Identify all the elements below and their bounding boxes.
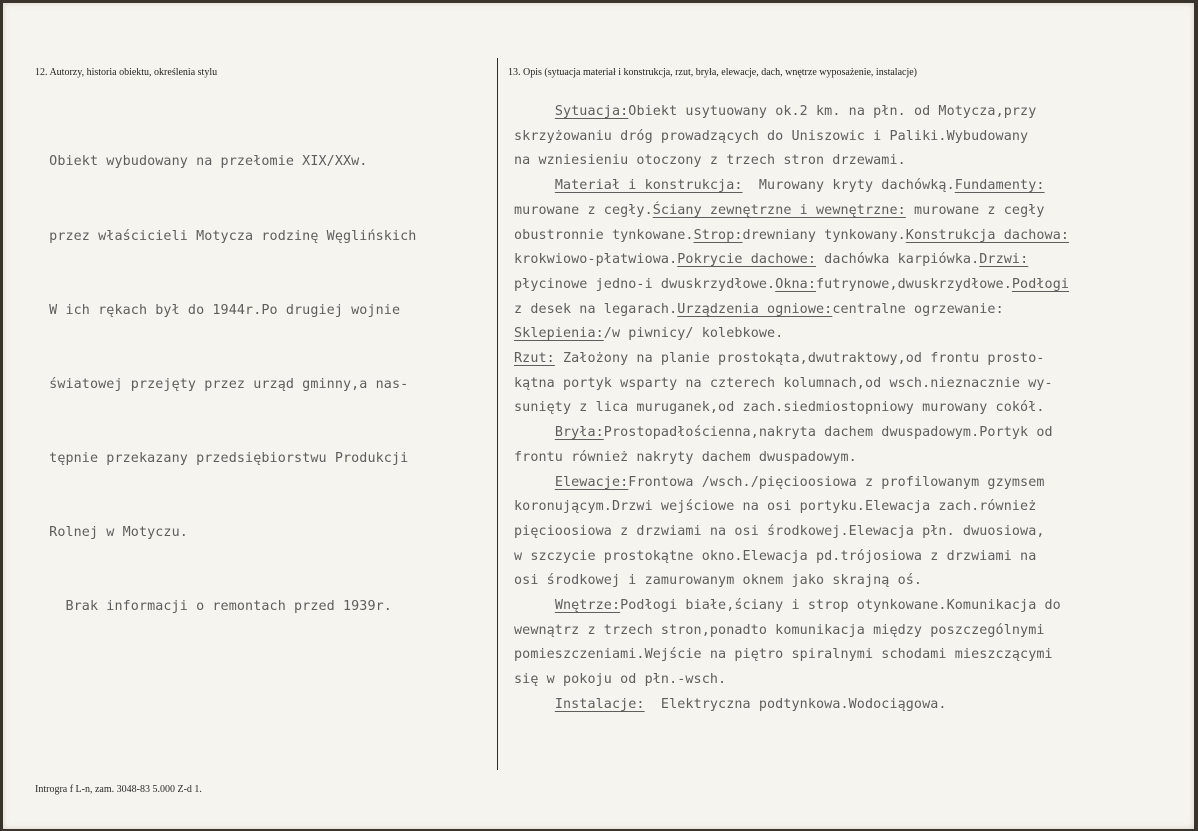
underlined-heading: Podłogi (1011, 276, 1070, 292)
text-segment: Obiekt usytuowany ok.2 km. na płn. od Motycza,przy (628, 104, 1037, 119)
text-line: światowej przejęty przez urząd gminny,a nas- (41, 376, 409, 392)
text-line (514, 619, 1069, 644)
underlined-heading: Instalacje: (554, 696, 645, 712)
text-segment: sunięty z lica muruganek,od zach.siedmiostopniowy murowany cokół. (514, 400, 1045, 416)
text-line: przez właścicieli Motycza rodzinę Węglińskich (41, 228, 417, 244)
text-segment: drewniany tynkowany. (742, 227, 906, 243)
text-line: tępnie przekazany przedsiębiorstwu Produkcji (41, 450, 409, 466)
document-sheet (3, 3, 1194, 829)
text-segment: Frontowa /wsch./pięcioosiowa z profilowanym gzymsem (628, 474, 1045, 490)
text-segment: z desek na legarach. (514, 301, 678, 317)
text-segment: dachówka karpiówka. (816, 252, 980, 268)
text-line (514, 199, 1069, 224)
text-segment: frontu również nakryty dachem dwuspadowym. (514, 449, 857, 465)
text-segment (514, 104, 555, 119)
underlined-heading: Konstrukcja dachowa: (905, 227, 1070, 243)
underlined-heading: Sklepienia: (514, 326, 604, 342)
history-text (41, 101, 416, 669)
text-segment: wewnątrz z trzech stron,ponadto komunikacja między poszczególnymi (514, 622, 1045, 638)
text-segment: centralne ogrzewanie: (832, 301, 1004, 317)
text-line: Rolnej w Motyczu. (41, 524, 188, 540)
text-line (514, 495, 1069, 520)
text-segment (514, 697, 555, 712)
text-line (514, 545, 1069, 570)
text-line (514, 668, 1069, 693)
text-segment: murowane z cegły (905, 202, 1045, 218)
underlined-heading: Okna: (775, 276, 816, 292)
text-line (514, 569, 1069, 594)
text-segment (514, 598, 555, 613)
text-line (514, 421, 1069, 446)
text-line (514, 446, 1069, 471)
underlined-heading: Urządzenia ogniowe: (677, 301, 833, 317)
text-segment: pomieszczeniami.Wejście na piętro spiralnymi schodami mieszczącymi (514, 647, 1053, 663)
underlined-heading: Materiał i konstrukcja: (554, 178, 743, 194)
underlined-heading: Fundamenty: (954, 178, 1045, 194)
text-segment: Podłogi białe,ściany i strop otynkowane.Komunikacja do (620, 598, 1061, 614)
text-segment: osi środkowej i zamurowanym oknem jako skrajną oś. (514, 573, 923, 589)
section-13-header: 13. Opis (sytuacja materiał i konstrukcja, rzut, bryła, elewacje, dach, wnętrze wyposażenie, instalacje) (508, 67, 917, 78)
text-line (514, 643, 1069, 668)
text-segment: na wzniesieniu otoczony z trzech stron drzewami. (514, 153, 906, 169)
text-line (514, 520, 1069, 545)
description-text (514, 100, 1069, 718)
underlined-heading: Sytuacja: (554, 104, 629, 119)
text-line (514, 298, 1069, 323)
text-segment: Założony na planie prostokąta,dwutraktowy,od frontu prosto- (554, 351, 1045, 367)
text-segment: /w piwnicy/ kolebkowe. (603, 326, 784, 342)
text-segment (514, 425, 555, 440)
text-line (514, 248, 1069, 273)
text-line (514, 471, 1069, 496)
text-segment: Elektryczna podtynkowa.Wodociągowa. (644, 696, 947, 712)
underlined-heading: Ściany zewnętrzne i wewnętrzne: (652, 202, 906, 218)
text-line (514, 125, 1069, 150)
underlined-heading: Drzwi: (979, 252, 1029, 268)
text-segment: krokwiowo-płatwiowa. (514, 252, 678, 268)
text-line (514, 174, 1069, 199)
print-footer: Introgra f L-n, zam. 3048-83 5.000 Z-d 1. (35, 784, 202, 795)
text-line: Obiekt wybudowany na przełomie XIX/XXw. (41, 154, 368, 170)
text-segment: Prostopadłościenna,nakryta dachem dwuspadowym.Portyk od (603, 425, 1053, 441)
text-segment: płycinowe jedno-i dwuskrzydłowe. (514, 276, 776, 292)
underlined-heading: Wnętrze: (554, 598, 621, 614)
text-segment: murowane z cegły. (514, 202, 653, 218)
column-divider (497, 58, 498, 770)
text-line (514, 347, 1069, 372)
underlined-heading: Elewacje: (554, 474, 629, 490)
text-segment: Murowany kryty dachówką. (742, 178, 955, 194)
text-segment: pięcioosiowa z drzwiami na osi środkowej.Elewacja płn. dwuosiowa, (514, 523, 1045, 539)
text-line (514, 372, 1069, 397)
underlined-heading: Strop: (693, 227, 743, 243)
text-segment: koronującym.Drzwi wejściowe na osi portyku.Elewacja zach.również (514, 499, 1037, 515)
text-line (514, 100, 1069, 125)
text-line (514, 273, 1069, 298)
text-segment (514, 475, 555, 490)
text-segment: kątna portyk wsparty na czterech kolumnach,od wsch.nieznacznie wy- (514, 375, 1053, 391)
text-segment: w szczycie prostokątne okno.Elewacja pd.trójosiowa z drzwiami na (514, 548, 1037, 564)
text-line (514, 594, 1069, 619)
text-line (514, 396, 1069, 421)
text-line: W ich rękach był do 1944r.Po drugiej wojnie (41, 302, 401, 318)
text-segment: futrynowe,dwuskrzydłowe. (816, 276, 1012, 292)
text-line: Brak informacji o remontach przed 1939r. (41, 599, 392, 615)
text-segment: się w pokoju od płn.-wsch. (514, 672, 727, 688)
text-line (514, 224, 1069, 249)
text-line (514, 322, 1069, 347)
text-segment: skrzyżowaniu dróg prowadzących do Uniszowic i Paliki.Wybudowany (514, 128, 1029, 144)
underlined-heading: Rzut: (514, 351, 555, 367)
section-12-header: 12. Autorzy, historia obiektu, określenia stylu (35, 67, 218, 78)
text-line (514, 693, 1069, 718)
text-segment (514, 178, 555, 193)
text-line (514, 149, 1069, 174)
underlined-heading: Bryła: (554, 425, 604, 441)
text-segment: obustronnie tynkowane. (514, 227, 694, 243)
underlined-heading: Pokrycie dachowe: (677, 252, 817, 268)
